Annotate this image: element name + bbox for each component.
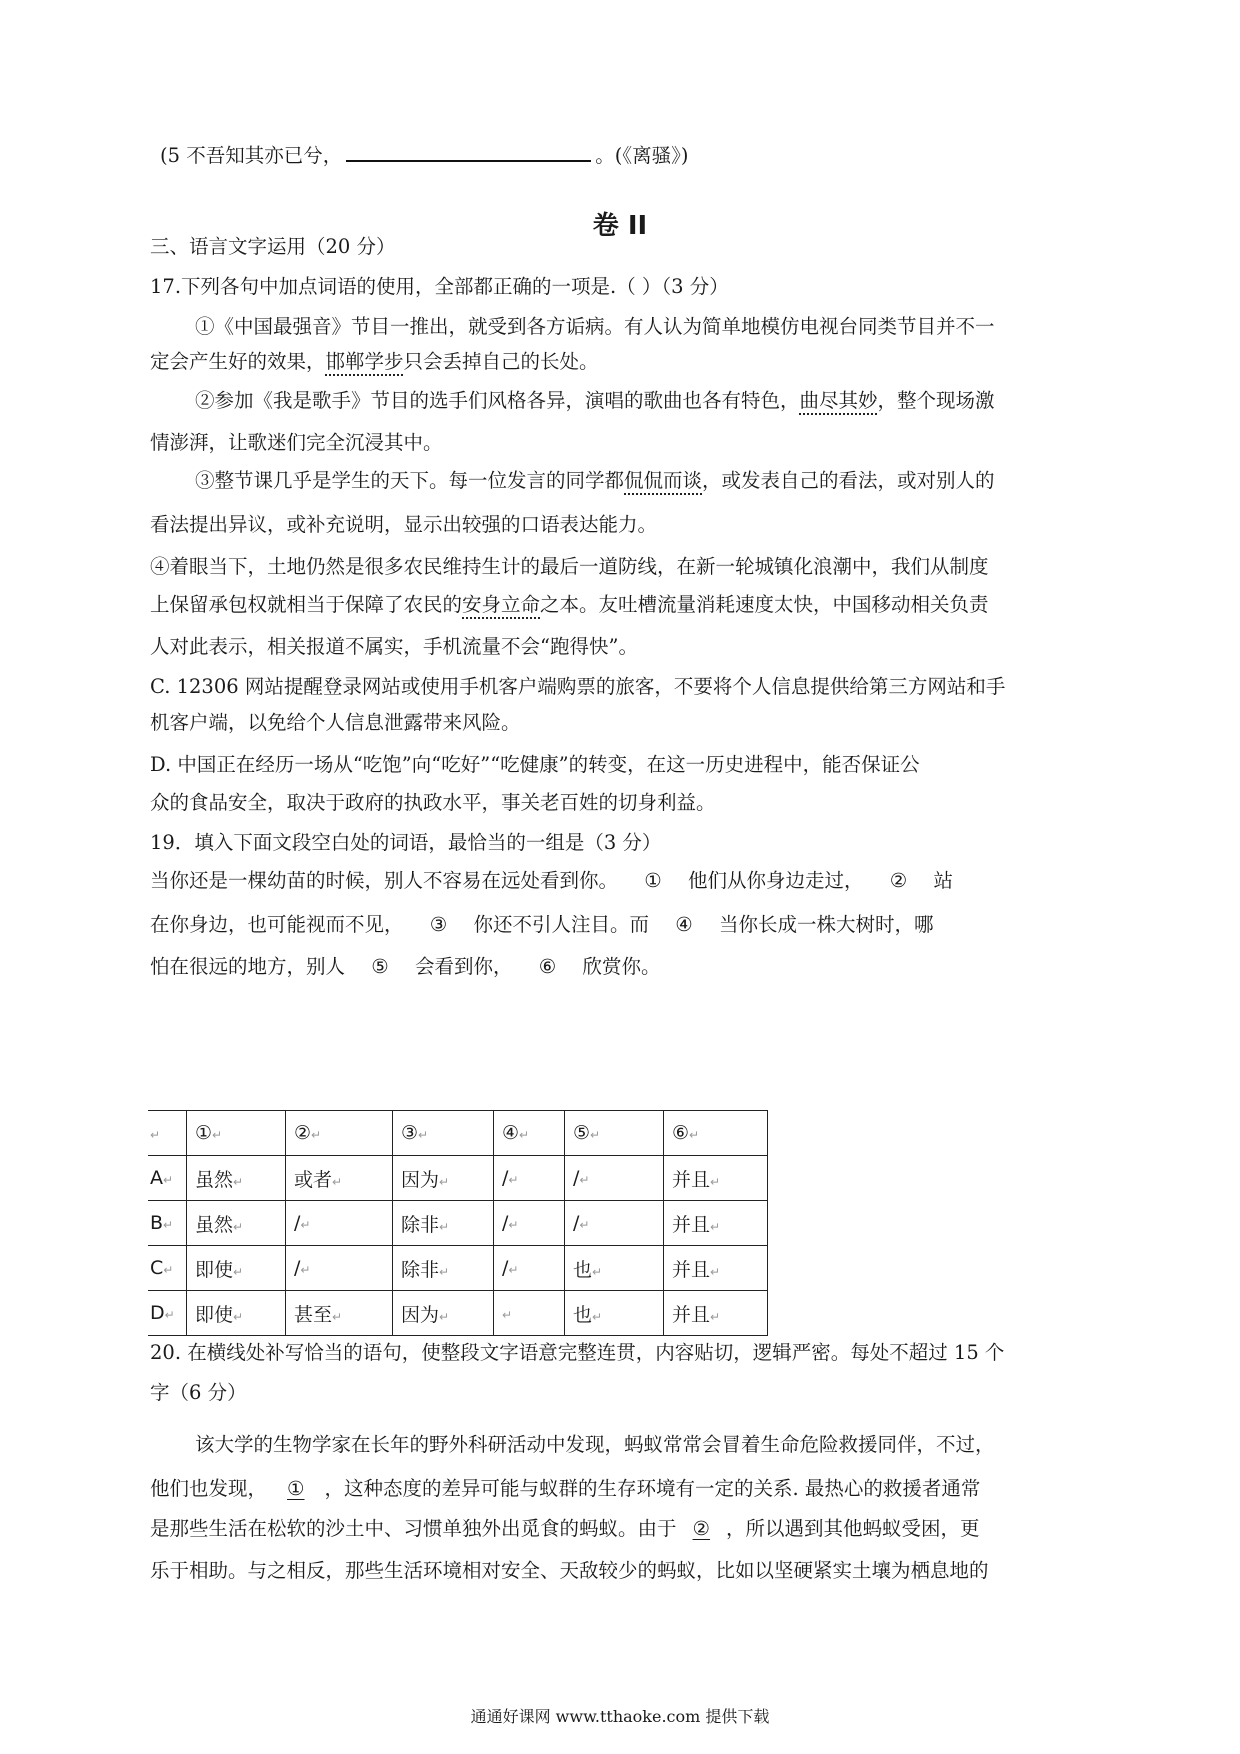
cell-end-mark: ↵ (332, 1174, 343, 1189)
table-row (148, 1246, 768, 1291)
poem-answer-blank[interactable] (346, 140, 591, 162)
q19-blank-3: ③ (429, 913, 448, 936)
table-row (148, 1291, 768, 1336)
q17-s1-line2 (150, 347, 1100, 377)
poem-line-suffix: 。(《离骚》) (595, 144, 689, 167)
q17-option-c-line1: C. 12306 网站提醒登录网站或使用手机客户端购票的旅客，不要将个人信息提供给第三方网站和手 (150, 675, 1006, 698)
section3-heading: 三、语言文字运用（20 分） (150, 235, 396, 258)
cell-text: / (573, 1167, 580, 1189)
q19-text: 当你长成一株大树时，哪 (719, 913, 934, 936)
table-cell (393, 1201, 494, 1246)
table-row (148, 1156, 768, 1201)
table-cell (393, 1291, 494, 1336)
q19-blank-5: ⑤ (371, 955, 389, 978)
table-row (148, 1201, 768, 1246)
cell-text: / (502, 1167, 509, 1189)
cell-text: / (502, 1212, 509, 1234)
table-cell (664, 1291, 768, 1336)
q17-s4-dotted-word: 安身立命 (462, 593, 541, 616)
q17-s2-dotted-word: 曲尽其妙 (799, 389, 878, 412)
q17-s4-line1: ④着眼当下，土地仍然是很多农民维持生计的最后一道防线，在新一轮城镇化浪潮中，我们从制度 (150, 555, 989, 578)
cell-end-mark: ↵ (163, 1218, 174, 1232)
q17-option-d-line2: 众的食品安全，取决于政府的执政水平，事关老百姓的切身利益。 (150, 791, 716, 814)
q17-option-d-line1: D. 中国正在经历一场从“吃饱”向“吃好”“吃健康”的转变，在这一历史进程中，能否保证公 (150, 753, 920, 776)
cell-text: 即使 (195, 1258, 234, 1281)
cell-text: ③ (401, 1122, 419, 1144)
q19-text: 你还不引人注目。而 (473, 913, 650, 936)
q19-text: 怕在很远的地方，别人 (150, 955, 346, 978)
page-footer: 通通好课网 www.tthaoke.com 提供下载 (470, 1707, 770, 1726)
cell-text: 甚至 (294, 1303, 333, 1326)
table-cell (664, 1201, 768, 1246)
q17-option-c-line2: 机客户端，以免给个人信息泄露带来风险。 (150, 711, 521, 734)
q19-text: 当你还是一棵幼苗的时候，别人不容易在远处看到你。 (150, 869, 619, 892)
cell-end-mark: ↵ (233, 1174, 244, 1189)
cell-end-mark: ↵ (710, 1219, 721, 1234)
q20-text: 他们也发现， (150, 1477, 268, 1500)
cell-end-mark: ↵ (590, 1128, 601, 1142)
cell-end-mark: ↵ (233, 1219, 244, 1234)
cell-end-mark: ↵ (439, 1219, 450, 1234)
cell-end-mark: ↵ (579, 1218, 590, 1232)
q17-s2-line2: 情澎湃，让歌迷们完全沉浸其中。 (150, 431, 443, 454)
cell-text: 即使 (195, 1303, 234, 1326)
table-header-cell (494, 1111, 565, 1156)
cell-text: ④ (502, 1122, 520, 1144)
cell-end-mark: ↵ (311, 1128, 322, 1142)
table-cell (664, 1156, 768, 1201)
q20-passage-line2 (150, 1474, 1100, 1504)
cell-text: ⑤ (573, 1122, 591, 1144)
cell-end-mark: ↵ (710, 1264, 721, 1279)
cell-end-mark: ↵ (689, 1128, 700, 1142)
option-letter-cell (148, 1246, 187, 1291)
q17-s3-dotted-word: 侃侃而谈 (624, 469, 703, 492)
q17-s1-line1: ①《中国最强音》节目一推出，就受到各方诟病。有人认为简单地模仿电视台同类节目并不一 (195, 315, 995, 338)
cell-end-mark: ↵ (710, 1174, 721, 1189)
cell-end-mark: ↵ (439, 1309, 450, 1324)
cell-end-mark: ↵ (164, 1308, 175, 1322)
table-cell (494, 1156, 565, 1201)
table-header-cell (664, 1111, 768, 1156)
table-cell (286, 1291, 393, 1336)
cell-text: 并且 (672, 1168, 711, 1191)
q19-blank-4: ④ (675, 913, 693, 936)
cell-end-mark: ↵ (150, 1128, 161, 1142)
table-cell (565, 1291, 664, 1336)
cell-text: 并且 (672, 1213, 711, 1236)
table-cell (187, 1156, 286, 1201)
cell-end-mark: ↵ (418, 1128, 429, 1142)
q20-stem-line2: 字（6 分） (150, 1381, 247, 1404)
q17-s1-text-end: 只会丢掉自己的长处。 (403, 350, 599, 373)
q17-stem: 17.下列各句中加点词语的使用，全部都正确的一项是.（ ）（3 分） (150, 275, 729, 298)
cell-text: 除非 (401, 1258, 440, 1281)
q19-blank-2: ② (889, 869, 908, 892)
option-letter-cell (148, 1291, 187, 1336)
table-cell (565, 1201, 664, 1246)
cell-end-mark: ↵ (212, 1128, 223, 1142)
q19-text: 他们从你身边走过， (688, 869, 864, 892)
table-cell (494, 1201, 565, 1246)
q20-text: ，这种态度的差异可能与蚁群的生存环境有一定的关系. 最热心的救援者通常 (324, 1477, 981, 1500)
cell-end-mark: ↵ (592, 1264, 603, 1279)
q20-stem-line1: 20. 在横线处补写恰当的语句，使整段文字语意完整连贯，内容贴切，逻辑严密。每处不超过 15 个 (150, 1341, 1005, 1364)
cell-text: 也 (573, 1258, 593, 1281)
q17-s4-line2 (150, 590, 1100, 620)
cell-text: / (502, 1257, 509, 1279)
q17-s1-text: 定会产生好的效果， (150, 350, 326, 373)
option-letter-cell (148, 1156, 187, 1201)
q19-text: 站 (933, 869, 954, 892)
table-header-cell (148, 1111, 187, 1156)
cell-end-mark: ↵ (592, 1309, 603, 1324)
cell-end-mark: ↵ (508, 1173, 519, 1187)
q19-text: 会看到你， (415, 955, 513, 978)
table-cell (664, 1246, 768, 1291)
q19-options-table (148, 1110, 768, 1336)
q19-text: 欣赏你。 (582, 955, 661, 978)
q19-passage-line1 (150, 866, 1100, 896)
cell-end-mark: ↵ (233, 1264, 244, 1279)
cell-end-mark: ↵ (163, 1173, 174, 1187)
q17-s4-text: 上保留承包权就相当于保障了农民的 (150, 593, 463, 616)
cell-text: 并且 (672, 1303, 711, 1326)
q19-blank-1: ① (644, 869, 662, 892)
q17-s3-line1 (195, 466, 1145, 496)
cell-end-mark: ↵ (710, 1309, 721, 1324)
cell-end-mark: ↵ (233, 1309, 244, 1324)
table-header-cell (187, 1111, 286, 1156)
q20-blank-1[interactable]: ① (287, 1477, 305, 1500)
cell-text: B (150, 1212, 164, 1234)
q20-text: ，所以遇到其他蚂蚁受困，更 (726, 1517, 980, 1540)
q20-text: 是那些生活在松软的沙土中、习惯单独外出觅食的蚂蚁。由于 (150, 1517, 677, 1540)
q20-passage-line1: 该大学的生物学家在长年的野外科研活动中发现，蚂蚁常常会冒着生命危险救援同伴，不过， (195, 1433, 995, 1456)
cell-end-mark: ↵ (332, 1309, 343, 1324)
table-cell (286, 1246, 393, 1291)
poem-line-prefix: (5 不吾知其亦已兮， (160, 144, 343, 167)
q17-s4-line3: 人对此表示，相关报道不属实，手机流量不会“跑得快”。 (150, 635, 638, 658)
section-title: 卷 II (592, 211, 648, 241)
table-cell (565, 1246, 664, 1291)
table-cell (187, 1246, 286, 1291)
cell-end-mark: ↵ (439, 1174, 450, 1189)
q17-s2-text-end: ，整个现场激 (877, 389, 995, 412)
q17-s4-text-end: 之本。友吐槽流量消耗速度太快，中国移动相关负责 (540, 593, 989, 616)
table-cell (286, 1156, 393, 1201)
cell-text: C (150, 1257, 164, 1279)
cell-text: D (150, 1302, 165, 1324)
q17-s1-dotted-word: 邯郸学步 (325, 350, 404, 373)
cell-end-mark: ↵ (508, 1263, 519, 1277)
cell-text: 并且 (672, 1258, 711, 1281)
q17-s3-text: ③整节课几乎是学生的天下。每一位发言的同学都 (195, 469, 625, 492)
q20-blank-2[interactable]: ② (692, 1517, 710, 1540)
cell-end-mark: ↵ (163, 1263, 174, 1277)
q17-s2-line1 (195, 386, 1145, 416)
q20-passage-line4: 乐于相助。与之相反，那些生活环境相对安全、天敌较少的蚂蚁，比如以坚硬紧实土壤为栖息地的 (150, 1559, 989, 1582)
table-header-row (148, 1111, 768, 1156)
q19-text: 在你身边，也可能视而不见， (150, 913, 404, 936)
cell-text: 因为 (401, 1303, 440, 1326)
q17-s2-text: ②参加《我是歌手》节目的选手们风格各异，演唱的歌曲也各有特色， (195, 389, 800, 412)
cell-text: 虽然 (195, 1168, 234, 1191)
cell-end-mark: ↵ (502, 1308, 513, 1322)
q19-passage-line2 (150, 910, 1100, 940)
table-cell (393, 1156, 494, 1201)
q20-passage-line3 (150, 1514, 1100, 1544)
cell-end-mark: ↵ (300, 1218, 311, 1232)
q19-blank-6: ⑥ (538, 955, 557, 978)
cell-text: A (150, 1167, 163, 1189)
cell-text: 除非 (401, 1213, 440, 1236)
table-cell (494, 1246, 565, 1291)
cell-end-mark: ↵ (439, 1264, 450, 1279)
cell-text: 也 (573, 1303, 593, 1326)
cell-text: 虽然 (195, 1213, 234, 1236)
cell-end-mark: ↵ (300, 1263, 311, 1277)
table-cell (565, 1156, 664, 1201)
q17-s3-line2: 看法提出异议，或补充说明，显示出较强的口语表达能力。 (150, 513, 658, 536)
table-cell (187, 1201, 286, 1246)
option-letter-cell (148, 1201, 187, 1246)
table-header-cell (393, 1111, 494, 1156)
cell-text: ① (195, 1122, 213, 1144)
cell-text: / (294, 1257, 301, 1279)
cell-text: / (294, 1212, 301, 1234)
table-cell (286, 1201, 393, 1246)
table-header-cell (286, 1111, 393, 1156)
poem-fill-line (160, 140, 1110, 171)
table-cell (393, 1246, 494, 1291)
cell-text: 或者 (294, 1168, 333, 1191)
q19-passage-line3 (150, 952, 1100, 982)
cell-text: ⑥ (672, 1122, 690, 1144)
cell-text: / (573, 1212, 580, 1234)
cell-end-mark: ↵ (508, 1218, 519, 1232)
table-cell (494, 1291, 565, 1336)
cell-text: ② (294, 1122, 312, 1144)
cell-end-mark: ↵ (579, 1173, 590, 1187)
table-cell (187, 1291, 286, 1336)
q19-stem: 19．填入下面文段空白处的词语，最恰当的一组是（3 分） (150, 831, 662, 854)
q17-s3-text-end: ，或发表自己的看法，或对别人的 (702, 469, 995, 492)
cell-text: 因为 (401, 1168, 440, 1191)
cell-end-mark: ↵ (519, 1128, 530, 1142)
table-header-cell (565, 1111, 664, 1156)
